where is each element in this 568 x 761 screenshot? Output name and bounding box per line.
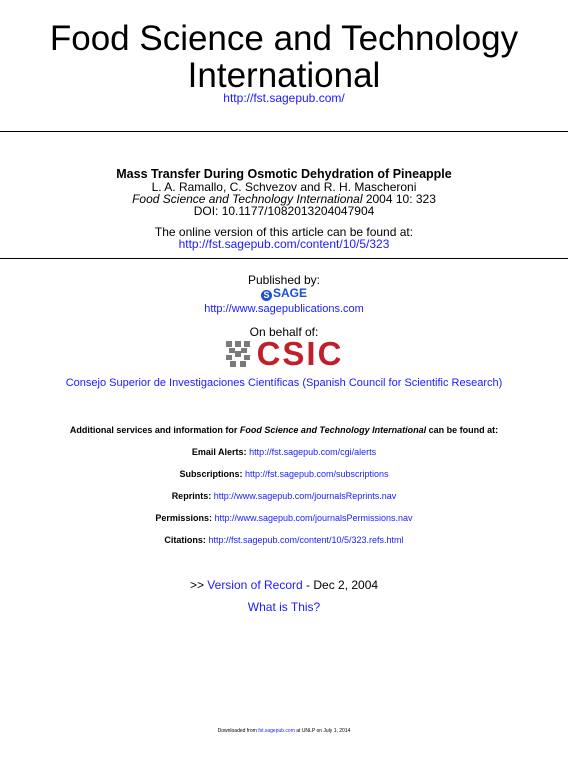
footer-link[interactable]: fst.sagepub.com [258,728,295,734]
service-link[interactable]: http://fst.sagepub.com/subscriptions [244,469,389,479]
service-link[interactable]: http://fst.sagepub.com/cgi/alerts [249,447,377,457]
additional-intro-pre: Additional services and information for [69,425,240,435]
service-label: Citations: [164,535,206,545]
download-footer [0,728,568,734]
journal-url-row [0,91,568,105]
service-reprints [0,491,568,501]
sage-logo [0,286,568,301]
journal-url-link[interactable]: http://fst.sagepub.com/ [223,91,345,105]
footer-pre: Downloaded from [217,728,259,734]
journal-title [0,20,568,94]
what-is-this-link[interactable]: What is This? [247,600,321,614]
service-link[interactable]: http://fst.sagepub.com/content/10/5/323.refs.html [208,535,404,545]
footer-post: at UNLP on July 1, 2014 [294,728,351,734]
top-divider [0,131,568,132]
service-citations [0,535,568,545]
csic-logo-text: CSIC [256,335,344,372]
version-prefix: >> [189,578,208,592]
additional-intro-post: can be found at: [426,425,499,435]
sage-mark-icon: S [261,290,272,301]
published-by-label: Published by: [247,273,321,287]
version-date: - Dec 2, 2004 [302,578,379,592]
service-link[interactable]: http://www.sagepub.com/journalsPermissions.nav [214,513,413,523]
additional-intro-journal: Food Science and Technology International [239,425,427,435]
what-is-this-row [0,600,568,614]
service-permissions [0,513,568,523]
service-link[interactable]: http://www.sagepub.com/journalsReprints.nav [213,491,397,501]
consejo-link[interactable]: Consejo Superior de Investigaciones Científicas (Spanish Council for Scientific Research) [65,377,503,389]
online-version-label: The online version of this article can be found at: [154,225,414,239]
online-url-row [0,237,568,251]
version-of-record-row [0,578,568,592]
article-authors: L. A. Ramallo, C. Schvezov and R. H. Mascheroni [151,180,417,194]
csic-logo [0,335,568,372]
service-subscriptions [0,469,568,479]
middle-divider [0,258,568,259]
additional-services-heading [0,425,568,435]
service-label: Subscriptions: [179,469,243,479]
sage-url-row [0,303,568,315]
article-doi: DOI: 10.1177/1082013204047904 [193,204,375,218]
article-title: Mass Transfer During Osmotic Dehydration of Pineapple [116,167,452,181]
service-label: Reprints: [171,491,212,501]
citation-details: 2004 10: 323 [362,192,436,206]
journal-title-line1: Food Science and Technology [49,19,519,58]
version-of-record-link[interactable]: Version of Record [207,578,303,592]
sage-url-link[interactable]: http://www.sagepublications.com [204,303,364,315]
service-email-alerts [0,447,568,457]
online-version-link[interactable]: http://fst.sagepub.com/content/10/5/323 [178,237,390,251]
on-behalf-label: On behalf of: [249,325,319,339]
service-label: Permissions: [155,513,212,523]
sage-logo-text: SAGE [272,286,307,300]
citation-journal: Food Science and Technology International [132,192,363,206]
service-label: Email Alerts: [191,447,247,457]
csic-emblem-icon [225,340,251,368]
journal-title-line2: International [187,56,381,95]
consejo-row [0,377,568,389]
